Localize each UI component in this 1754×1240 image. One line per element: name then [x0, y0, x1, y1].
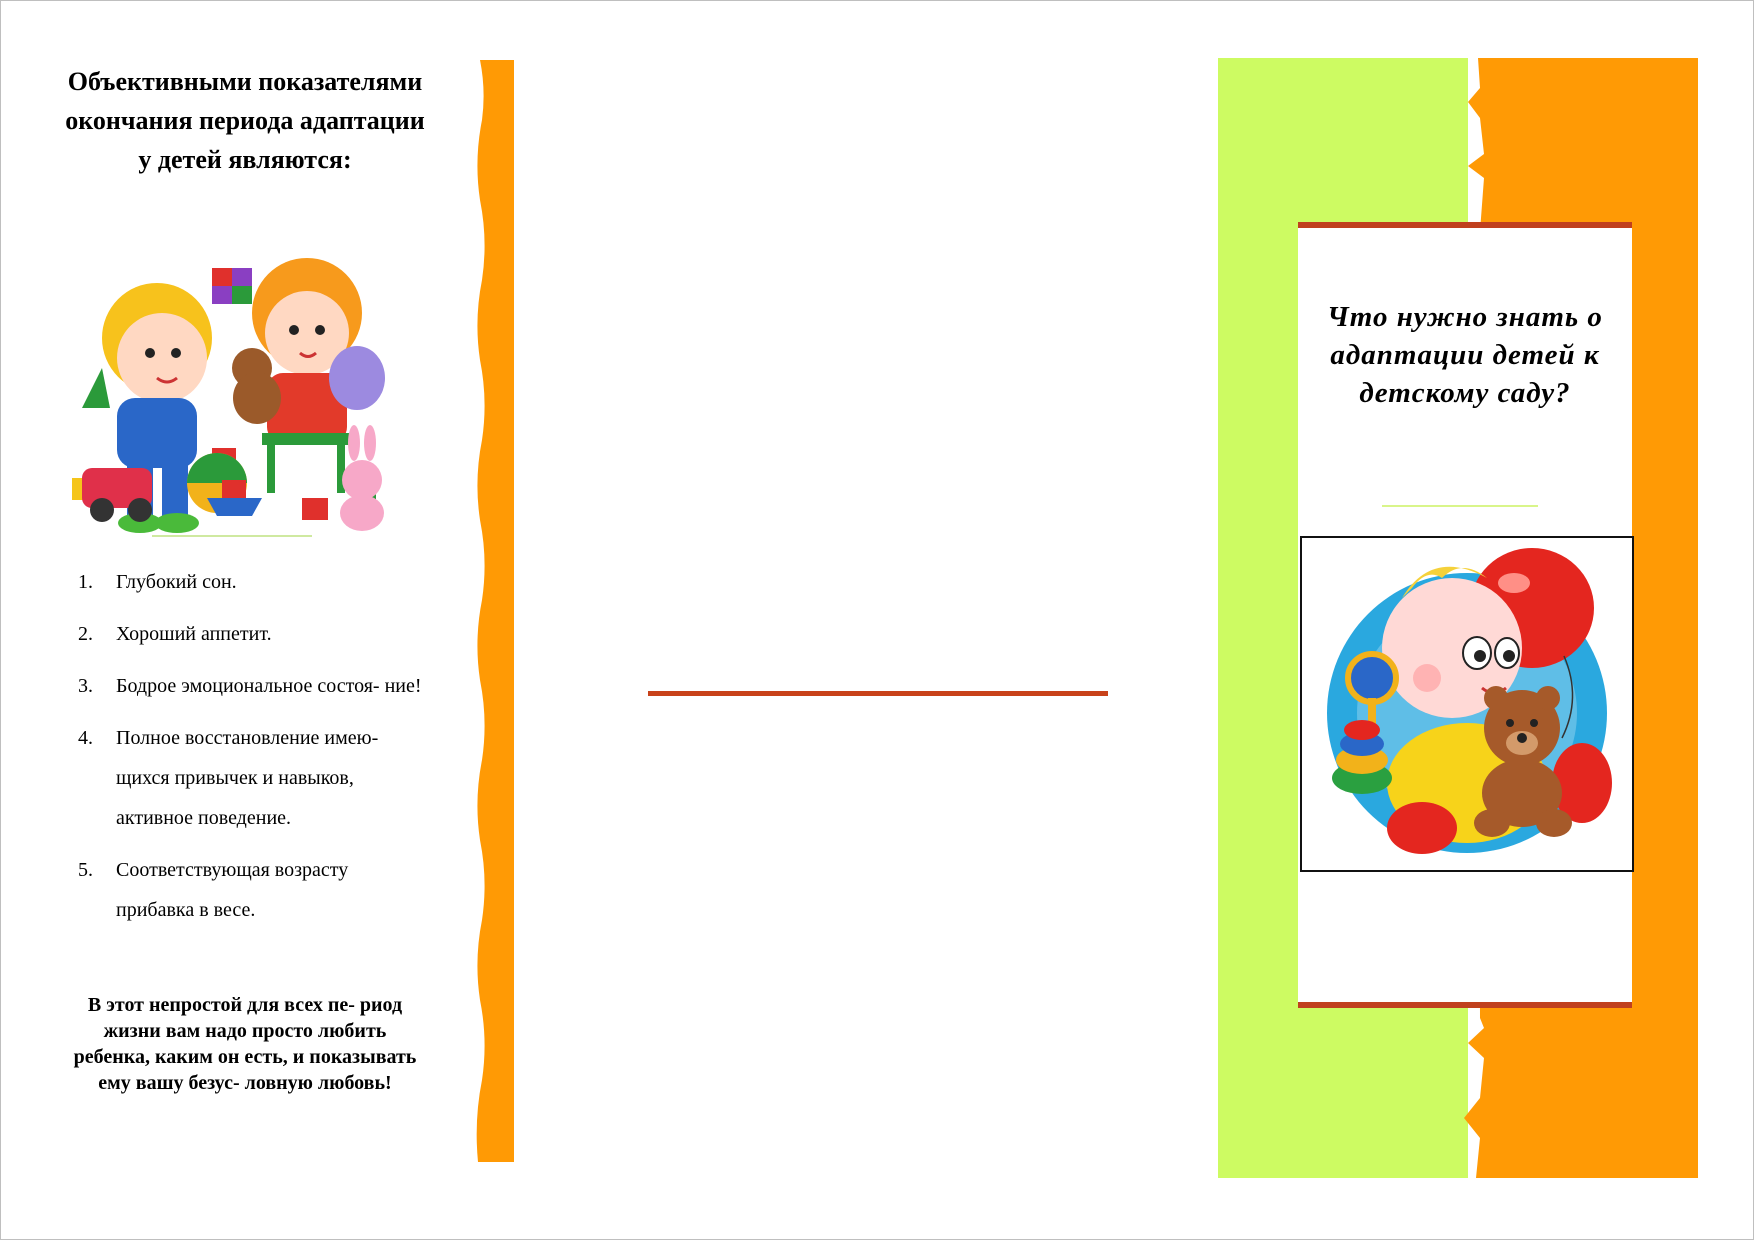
cover-title: Что нужно знать о адаптации детей к детскому саду?: [1327, 301, 1603, 409]
title-card-top-rule: [1298, 222, 1632, 228]
list-item-number: 3.: [78, 675, 93, 697]
green-rule: [1382, 505, 1538, 507]
list-item: [78, 666, 428, 706]
left-heading: Объективными показателями окончания периода адаптации у детей являются:: [65, 67, 425, 174]
benefit-list: [78, 562, 428, 942]
title-card-bottom-rule: [1298, 1002, 1632, 1008]
list-item-number: 4.: [78, 727, 93, 749]
list-item: [78, 850, 428, 930]
list-item-number: 2.: [78, 623, 93, 645]
center-divider: [648, 691, 1108, 696]
list-item: [78, 562, 428, 602]
list-item-text: Полное восстановление имею- щихся привычек и навыков, активное поведение.: [116, 727, 379, 829]
list-item-text: Соответствующая возрасту прибавка в весе.: [116, 859, 349, 921]
list-item-number: 5.: [78, 859, 93, 881]
list-item-text: Хороший аппетит.: [116, 623, 272, 645]
closing-note: В этот непростой для всех пе- риод жизни вам надо просто любить ребенка, каким он есть, и показывать ему вашу безус- ловную любовь!: [73, 994, 417, 1094]
baby-frame: [1300, 536, 1634, 872]
list-item: [78, 718, 428, 838]
list-item: [78, 614, 428, 654]
list-item-text: Глубокий сон.: [116, 571, 237, 593]
orange-wavy-stripe: [474, 60, 514, 1162]
kids-playing-illustration: [62, 258, 422, 540]
baby-with-balloon-illustration: [1302, 538, 1632, 870]
list-item-number: 1.: [78, 571, 93, 593]
list-item-text: Бодрое эмоциональное состоя- ние!: [116, 675, 422, 697]
